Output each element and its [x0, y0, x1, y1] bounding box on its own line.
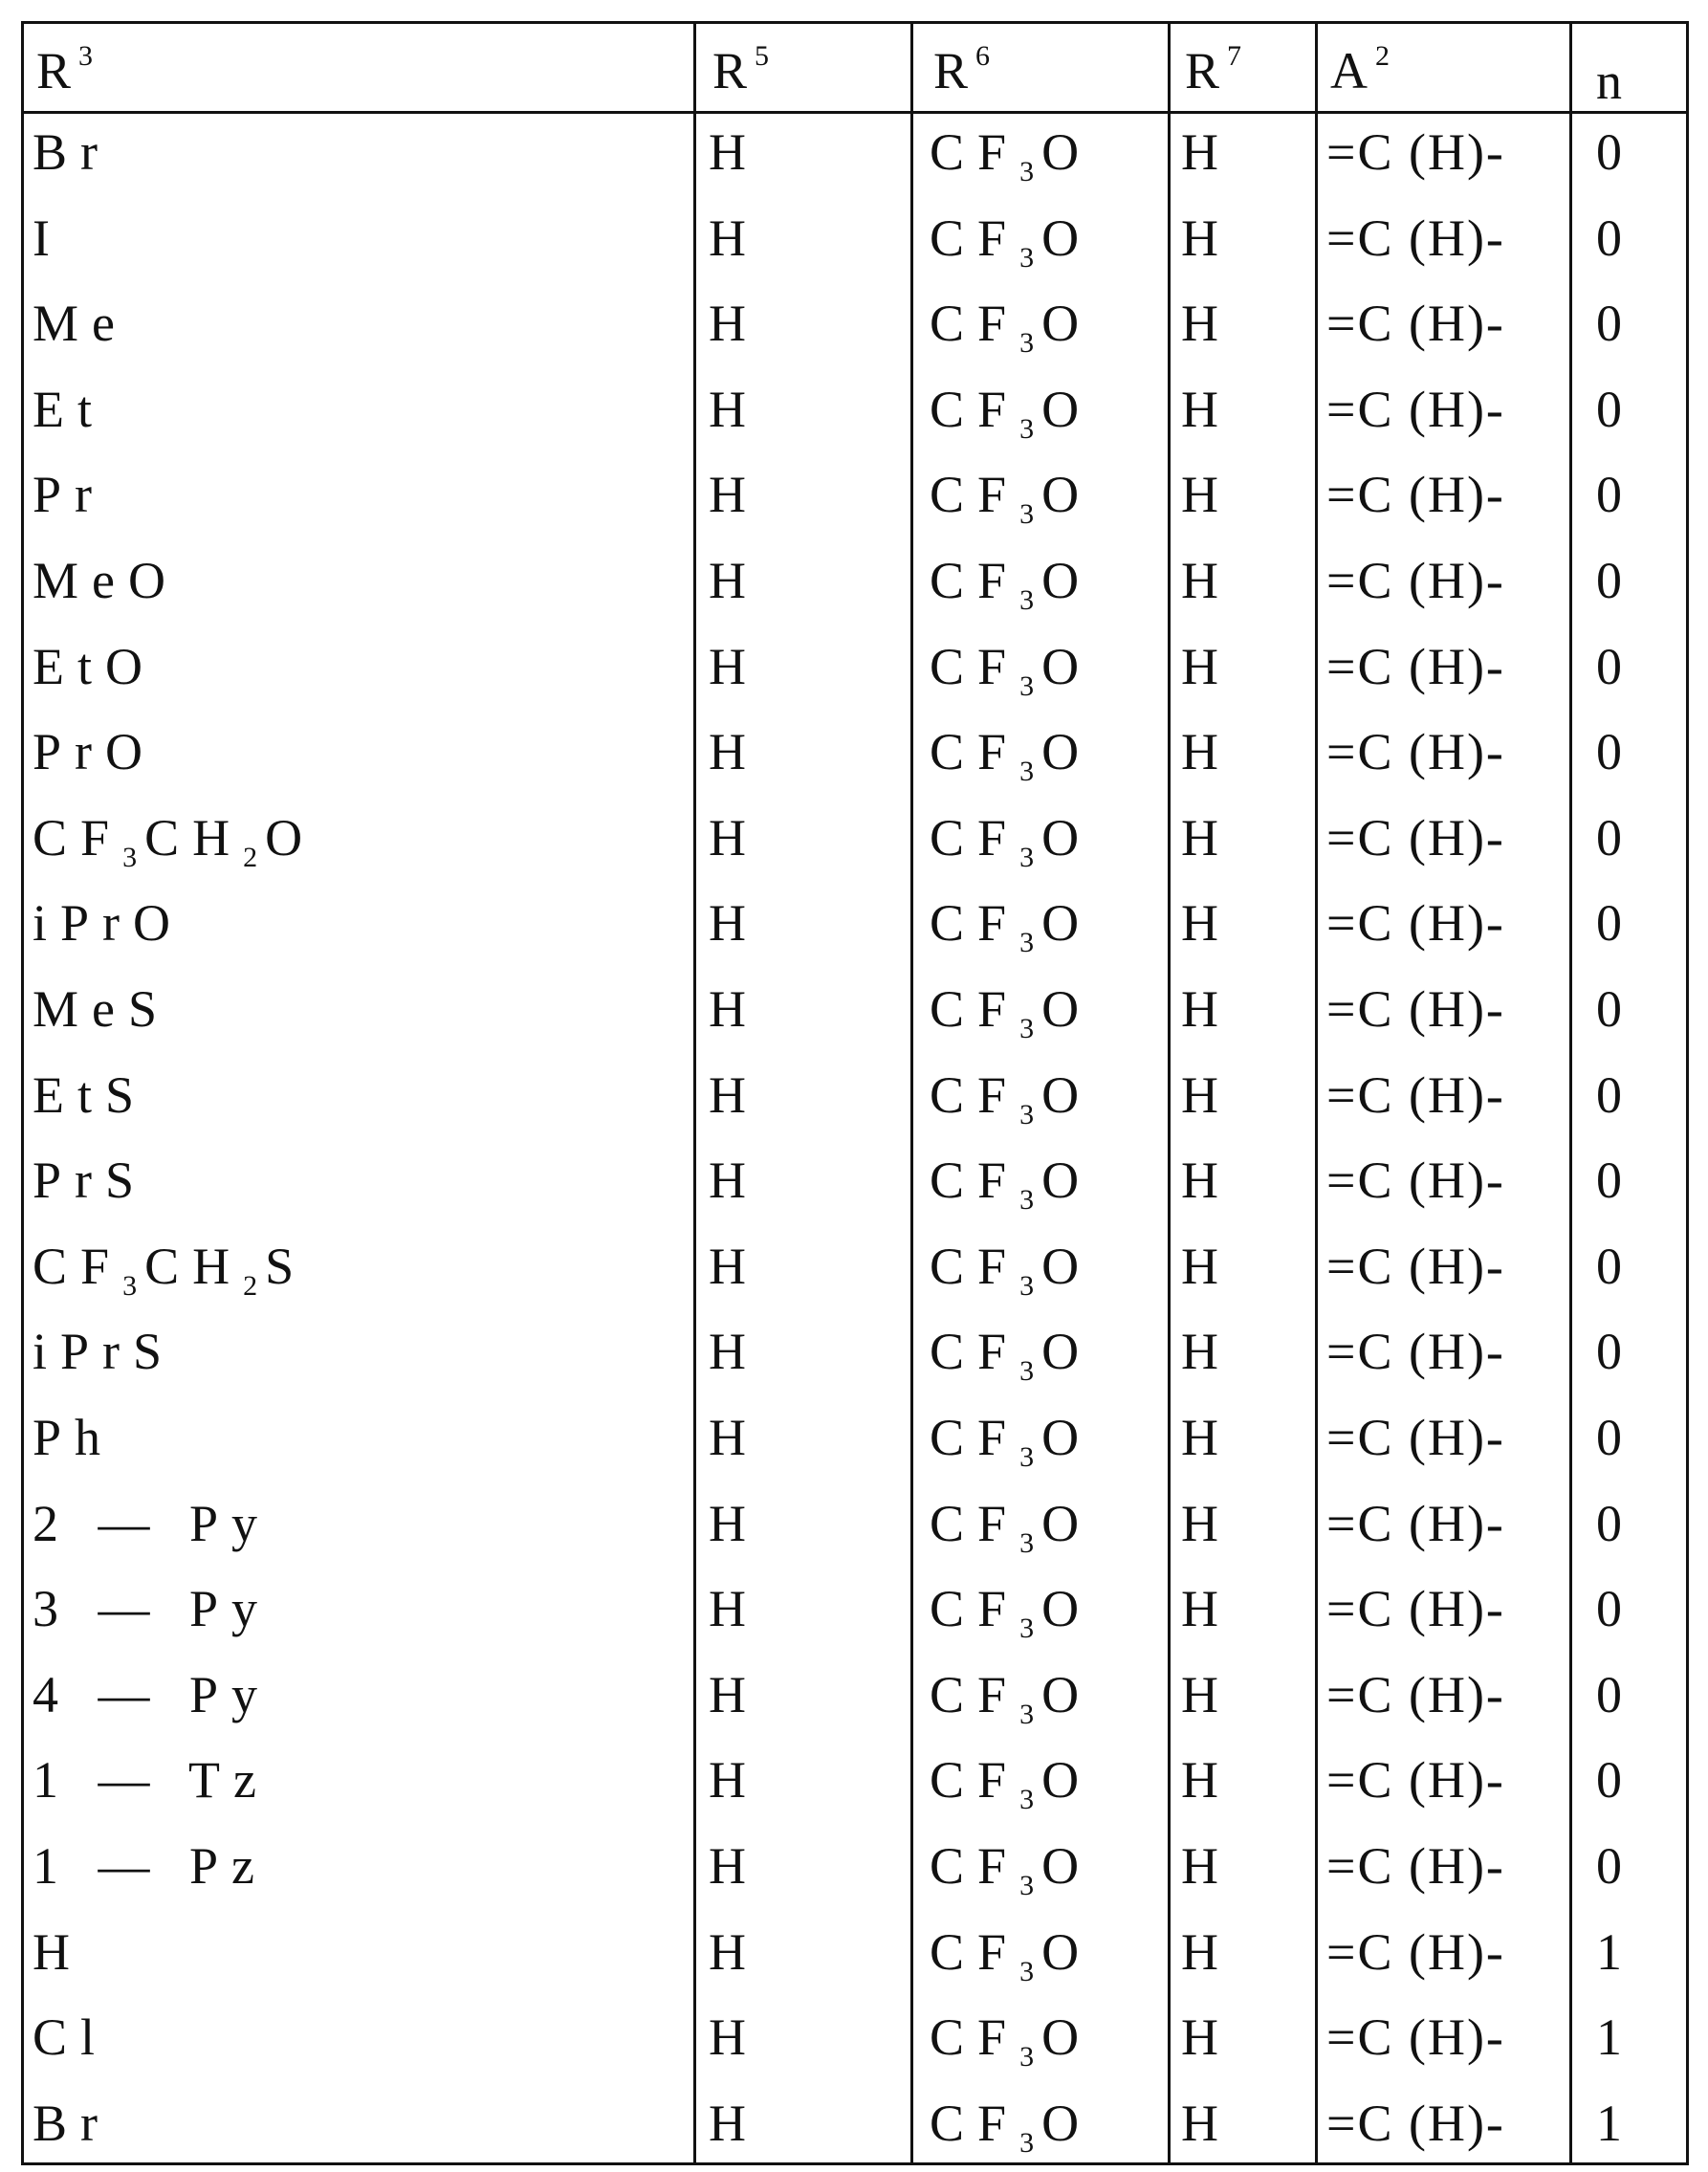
column-divider — [1686, 21, 1689, 2165]
cell-r5: H — [709, 2008, 759, 2067]
cell-n: 0 — [1596, 1837, 1635, 1895]
cell-a2: =C (H)- — [1326, 1237, 1505, 1295]
cell-r3: $CF_3CH_2S$ — [33, 1237, 308, 1302]
cell-n: 1 — [1596, 1922, 1635, 1981]
cell-r3: Br — [33, 2094, 111, 2152]
cell-r5: H — [709, 1065, 759, 1124]
cell-r7: H — [1181, 1065, 1232, 1124]
cell-r3: Br — [33, 123, 111, 181]
cell-r3: 3 — Py — [33, 1580, 272, 1638]
cell-n: 0 — [1596, 208, 1635, 267]
cell-a2: =C (H)- — [1326, 1922, 1505, 1981]
cell-n: 0 — [1596, 980, 1635, 1038]
cell-n: 0 — [1596, 123, 1635, 181]
cell-r7: H — [1181, 1323, 1232, 1381]
cell-r6: $CF_3O$ — [930, 1580, 1093, 1645]
header-symbol: R — [933, 42, 969, 99]
header-divider — [21, 111, 1689, 114]
cell-r5: H — [709, 1237, 759, 1295]
cell-a2: =C (H)- — [1326, 552, 1505, 609]
cell-r6: $CF_3O$ — [930, 208, 1093, 274]
cell-r6: $CF_3O$ — [930, 2008, 1093, 2073]
column-header-a2 — [1330, 42, 1390, 97]
cell-n: 0 — [1596, 723, 1635, 781]
cell-n: 0 — [1596, 1751, 1635, 1810]
cell-n: 0 — [1596, 295, 1635, 353]
cell-n: 0 — [1596, 637, 1635, 695]
cell-r5: H — [709, 1751, 759, 1810]
cell-r6: $CF_3O$ — [930, 1665, 1093, 1730]
column-divider — [1569, 21, 1572, 2165]
cell-r7: H — [1181, 1837, 1232, 1895]
column-divider — [21, 21, 24, 2165]
cell-r5: H — [709, 808, 759, 867]
cell-r7: H — [1181, 123, 1232, 181]
column-header-r6 — [933, 42, 990, 97]
cell-r7: H — [1181, 208, 1232, 267]
cell-n: 0 — [1596, 1237, 1635, 1295]
cell-r3: EtO — [33, 637, 156, 695]
cell-r5: H — [709, 1323, 759, 1381]
header-superscript: 7 — [1227, 40, 1242, 72]
cell-r5: H — [709, 637, 759, 695]
substituent-table — [21, 21, 1689, 2165]
cell-r6: $CF_3O$ — [930, 1837, 1093, 1901]
cell-r7: H — [1181, 1580, 1232, 1638]
cell-r7: H — [1181, 723, 1232, 781]
cell-n: 0 — [1596, 1409, 1635, 1466]
column-header-n — [1596, 53, 1622, 110]
cell-r3: 2 — Py — [33, 1494, 272, 1552]
cell-r5: H — [709, 1665, 759, 1723]
cell-r7: H — [1181, 466, 1232, 524]
cell-r5: H — [709, 466, 759, 524]
cell-r7: H — [1181, 1751, 1232, 1810]
cell-r3: $CF_3CH_2O$ — [33, 808, 317, 873]
cell-r5: H — [709, 1580, 759, 1638]
cell-r3: I — [33, 208, 63, 267]
cell-r3: Et — [33, 380, 105, 438]
cell-n: 0 — [1596, 1665, 1635, 1723]
cell-r5: H — [709, 380, 759, 438]
cell-n: 0 — [1596, 808, 1635, 867]
cell-r6: $CF_3O$ — [930, 1323, 1093, 1388]
cell-r7: H — [1181, 380, 1232, 438]
cell-n: 0 — [1596, 894, 1635, 953]
cell-r5: H — [709, 1837, 759, 1895]
cell-r7: H — [1181, 637, 1232, 695]
cell-r5: H — [709, 723, 759, 781]
cell-a2: =C (H)- — [1326, 1065, 1505, 1124]
header-symbol: R — [36, 42, 72, 99]
cell-r7: H — [1181, 552, 1232, 609]
column-header-r3 — [36, 42, 93, 97]
cell-r5: H — [709, 208, 759, 267]
column-header-r7 — [1185, 42, 1241, 97]
cell-r7: H — [1181, 1922, 1232, 1981]
header-superscript: 2 — [1375, 40, 1390, 72]
column-divider — [1168, 21, 1171, 2165]
cell-a2: =C (H)- — [1326, 637, 1505, 695]
cell-r6: $CF_3O$ — [930, 1065, 1093, 1130]
cell-a2: =C (H)- — [1326, 1152, 1505, 1210]
cell-r6: $CF_3O$ — [930, 808, 1093, 873]
header-superscript: 5 — [755, 40, 770, 72]
cell-n: 0 — [1596, 466, 1635, 524]
table-top-border — [21, 21, 1689, 24]
cell-r6: $CF_3O$ — [930, 466, 1093, 531]
cell-r3: EtS — [33, 1065, 148, 1124]
cell-r3: Ph — [33, 1409, 115, 1466]
cell-a2: =C (H)- — [1326, 2094, 1505, 2152]
cell-a2: =C (H)- — [1326, 2008, 1505, 2067]
column-header-r5 — [712, 42, 769, 97]
cell-a2: =C (H)- — [1326, 980, 1505, 1038]
header-symbol: A — [1330, 42, 1368, 99]
cell-r5: H — [709, 295, 759, 353]
cell-r3: PrS — [33, 1152, 148, 1210]
column-divider — [693, 21, 696, 2165]
header-superscript: 3 — [78, 40, 94, 72]
cell-r3: 4 — Py — [33, 1665, 272, 1723]
cell-a2: =C (H)- — [1326, 1665, 1505, 1723]
table-bottom-border — [21, 2162, 1689, 2165]
cell-r6: $CF_3O$ — [930, 2094, 1093, 2159]
cell-r5: H — [709, 1494, 759, 1552]
cell-r3: MeS — [33, 980, 171, 1038]
header-symbol: n — [1596, 53, 1622, 110]
cell-r7: H — [1181, 1665, 1232, 1723]
cell-r6: $CF_3O$ — [930, 295, 1093, 360]
header-symbol: R — [1185, 42, 1220, 99]
cell-a2: =C (H)- — [1326, 1494, 1505, 1552]
cell-a2: =C (H)- — [1326, 123, 1505, 181]
cell-a2: =C (H)- — [1326, 1751, 1505, 1810]
cell-r5: H — [709, 123, 759, 181]
cell-n: 0 — [1596, 1152, 1635, 1210]
cell-r3: 1 — Tz — [33, 1751, 270, 1810]
cell-r6: $CF_3O$ — [930, 980, 1093, 1044]
header-symbol: R — [712, 42, 748, 99]
cell-r6: $CF_3O$ — [930, 380, 1093, 445]
cell-r3: H — [33, 1922, 83, 1981]
cell-r5: H — [709, 980, 759, 1038]
cell-n: 0 — [1596, 1580, 1635, 1638]
cell-r3: MeO — [33, 552, 179, 609]
cell-r7: H — [1181, 894, 1232, 953]
cell-r7: H — [1181, 980, 1232, 1038]
cell-r3: iPrS — [33, 1323, 176, 1381]
cell-r6: $CF_3O$ — [930, 1494, 1093, 1559]
cell-r7: H — [1181, 1237, 1232, 1295]
cell-a2: =C (H)- — [1326, 380, 1505, 438]
cell-r6: $CF_3O$ — [930, 723, 1093, 788]
cell-r6: $CF_3O$ — [930, 1751, 1093, 1816]
cell-r6: $CF_3O$ — [930, 637, 1093, 702]
cell-r7: H — [1181, 1409, 1232, 1466]
cell-r5: H — [709, 1152, 759, 1210]
cell-r7: H — [1181, 2094, 1232, 2152]
cell-a2: =C (H)- — [1326, 295, 1505, 353]
cell-r6: $CF_3O$ — [930, 1152, 1093, 1217]
cell-n: 0 — [1596, 1323, 1635, 1381]
cell-r3: 1 — Pz — [33, 1837, 268, 1895]
cell-r6: $CF_3O$ — [930, 123, 1093, 187]
cell-r7: H — [1181, 2008, 1232, 2067]
cell-r7: H — [1181, 1152, 1232, 1210]
cell-a2: =C (H)- — [1326, 1580, 1505, 1638]
header-superscript: 6 — [975, 40, 991, 72]
cell-r3: Me — [33, 295, 128, 353]
cell-r5: H — [709, 894, 759, 953]
cell-a2: =C (H)- — [1326, 1409, 1505, 1466]
cell-a2: =C (H)- — [1326, 894, 1505, 953]
cell-r7: H — [1181, 1494, 1232, 1552]
cell-a2: =C (H)- — [1326, 1837, 1505, 1895]
cell-r5: H — [709, 2094, 759, 2152]
column-divider — [910, 21, 913, 2165]
cell-r5: H — [709, 1409, 759, 1466]
column-divider — [1315, 21, 1318, 2165]
cell-r3: PrO — [33, 723, 157, 781]
cell-r5: H — [709, 1922, 759, 1981]
cell-a2: =C (H)- — [1326, 208, 1505, 267]
cell-r6: $CF_3O$ — [930, 552, 1093, 616]
cell-n: 1 — [1596, 2008, 1635, 2067]
cell-r6: $CF_3O$ — [930, 894, 1093, 959]
cell-n: 1 — [1596, 2094, 1635, 2152]
cell-r6: $CF_3O$ — [930, 1237, 1093, 1302]
cell-r3: iPrO — [33, 894, 185, 953]
cell-n: 0 — [1596, 380, 1635, 438]
cell-a2: =C (H)- — [1326, 723, 1505, 781]
cell-a2: =C (H)- — [1326, 1323, 1505, 1381]
cell-a2: =C (H)- — [1326, 466, 1505, 524]
cell-r6: $CF_3O$ — [930, 1922, 1093, 1987]
cell-r6: $CF_3O$ — [930, 1409, 1093, 1473]
cell-r3: Cl — [33, 2008, 109, 2067]
cell-n: 0 — [1596, 1065, 1635, 1124]
cell-a2: =C (H)- — [1326, 808, 1505, 867]
cell-r7: H — [1181, 295, 1232, 353]
cell-r3: Pr — [33, 466, 106, 524]
cell-r7: H — [1181, 808, 1232, 867]
cell-n: 0 — [1596, 552, 1635, 609]
cell-r5: H — [709, 552, 759, 609]
cell-n: 0 — [1596, 1494, 1635, 1552]
